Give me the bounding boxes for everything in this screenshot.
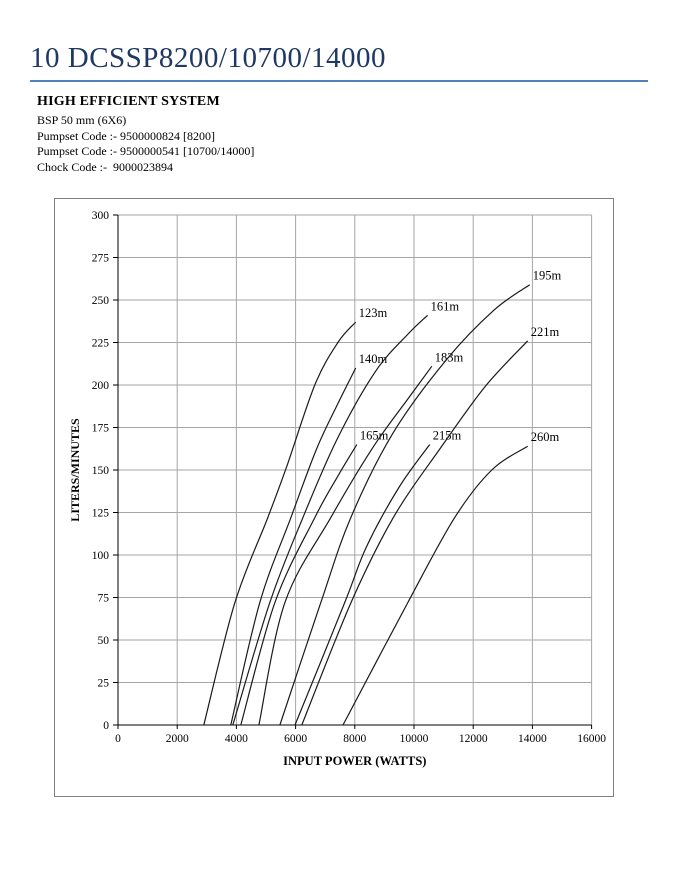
spec-block xyxy=(37,94,254,175)
curve-140m xyxy=(231,368,356,725)
y-tick-label: 225 xyxy=(91,337,109,350)
x-tick-label: 14000 xyxy=(518,733,547,745)
x-tick-label: 12000 xyxy=(458,733,488,745)
x-tick-label: 6000 xyxy=(284,733,308,745)
curve-label-123m: 123m xyxy=(358,306,388,321)
curve-161m xyxy=(233,315,428,725)
chart-frame xyxy=(54,198,614,797)
pump-curves-chart xyxy=(55,199,613,796)
y-tick-label: 150 xyxy=(91,465,109,477)
y-tick-label: 175 xyxy=(91,422,109,435)
y-tick-label: 25 xyxy=(97,677,109,690)
curve-label-195m: 195m xyxy=(532,268,562,283)
spec-line: Pumpset Code :- 9500000541 [10700/14000] xyxy=(37,144,255,158)
system-heading: HIGH EFFICIENT SYSTEM xyxy=(37,94,220,109)
page-title: 10 DCSSP8200/10700/14000 xyxy=(30,42,387,74)
spec-line: Chock Code :- 9000023894 xyxy=(37,159,173,174)
x-tick-label: 4000 xyxy=(224,733,248,745)
curve-260m xyxy=(343,446,528,725)
curve-label-140m: 140m xyxy=(358,352,388,366)
y-tick-label: 275 xyxy=(91,252,109,265)
spec-lines xyxy=(37,113,254,175)
y-tick-label: 300 xyxy=(91,210,109,222)
x-tick-label: 8000 xyxy=(343,733,367,745)
x-tick-label: 16000 xyxy=(577,733,606,745)
y-tick-label: 125 xyxy=(91,507,109,520)
spec-line: BSP 50 mm (6X6) xyxy=(37,113,127,127)
curve-label-183m: 183m xyxy=(434,350,464,365)
y-tick-label: 50 xyxy=(97,635,109,647)
title-rule xyxy=(30,80,648,82)
y-tick-label: 75 xyxy=(97,592,109,605)
curve-label-260m: 260m xyxy=(530,430,560,445)
y-tick-label: 200 xyxy=(91,380,109,392)
curve-183m xyxy=(259,366,432,725)
curve-123m xyxy=(204,322,356,725)
x-tick-label: 2000 xyxy=(165,733,189,745)
y-axis-title: LITERS/MINUTES xyxy=(68,418,82,522)
y-tick-label: 250 xyxy=(91,295,109,307)
y-tick-label: 100 xyxy=(91,550,109,562)
x-axis-title: INPUT POWER (WATTS) xyxy=(283,754,427,768)
curve-label-221m: 221m xyxy=(530,324,560,339)
x-tick-label: 10000 xyxy=(399,733,429,745)
curve-label-161m: 161m xyxy=(430,299,460,314)
y-tick-label: 0 xyxy=(103,720,109,732)
x-tick-label: 0 xyxy=(115,733,121,745)
spec-line: Pumpset Code :- 9500000824 [8200] xyxy=(37,128,215,143)
curve-221m xyxy=(302,341,528,725)
curve-label-165m: 165m xyxy=(359,428,389,443)
curve-195m xyxy=(280,285,530,725)
curve-label-215m: 215m xyxy=(432,428,462,443)
